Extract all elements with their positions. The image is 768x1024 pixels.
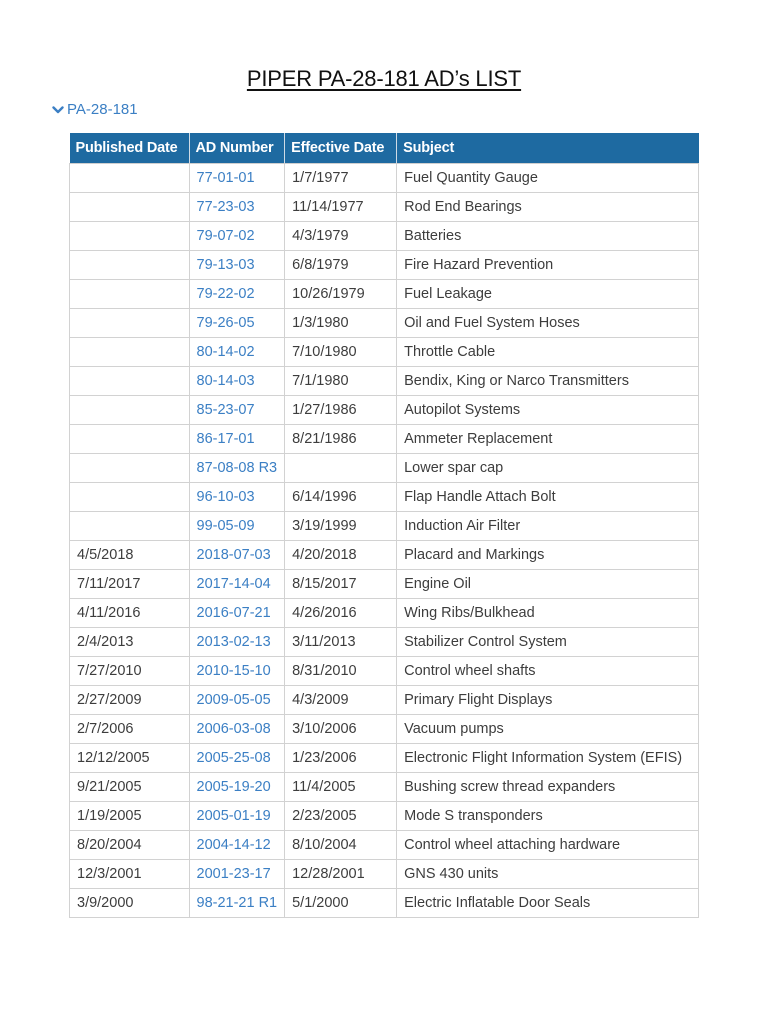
ad-number-link[interactable]: 79-07-02 (189, 222, 285, 251)
subject-cell: Placard and Markings (397, 541, 699, 570)
table-row (70, 802, 699, 831)
effective-date-cell: 11/4/2005 (285, 773, 397, 802)
subject-cell: Stabilizer Control System (397, 628, 699, 657)
effective-date-cell: 8/21/1986 (285, 425, 397, 454)
ad-number-link[interactable]: 80-14-03 (189, 367, 285, 396)
effective-date-cell: 3/11/2013 (285, 628, 397, 657)
published-date-cell (70, 454, 190, 483)
ad-number-link[interactable]: 2005-25-08 (189, 744, 285, 773)
ad-number-link[interactable]: 80-14-02 (189, 338, 285, 367)
ad-number-link[interactable]: 2006-03-08 (189, 715, 285, 744)
subject-cell: Oil and Fuel System Hoses (397, 309, 699, 338)
subject-cell: Rod End Bearings (397, 193, 699, 222)
subject-cell: Fuel Quantity Gauge (397, 164, 699, 193)
table-row (70, 483, 699, 512)
ad-number-link[interactable]: 79-22-02 (189, 280, 285, 309)
published-date-cell: 4/5/2018 (70, 541, 190, 570)
section-toggle-pa-28-181[interactable] (52, 101, 138, 118)
table-row (70, 454, 699, 483)
table-row (70, 309, 699, 338)
subject-cell: Primary Flight Displays (397, 686, 699, 715)
subject-cell: Bendix, King or Narco Transmitters (397, 367, 699, 396)
ad-number-link[interactable]: 87-08-08 R3 (189, 454, 285, 483)
published-date-cell (70, 367, 190, 396)
table-row (70, 715, 699, 744)
ad-number-link[interactable]: 77-23-03 (189, 193, 285, 222)
ad-number-link[interactable]: 2018-07-03 (189, 541, 285, 570)
published-date-cell (70, 309, 190, 338)
effective-date-cell: 6/14/1996 (285, 483, 397, 512)
published-date-cell: 12/3/2001 (70, 860, 190, 889)
table-row (70, 541, 699, 570)
ad-number-link[interactable]: 2016-07-21 (189, 599, 285, 628)
effective-date-cell: 1/7/1977 (285, 164, 397, 193)
effective-date-cell: 8/15/2017 (285, 570, 397, 599)
subject-cell: Bushing screw thread expanders (397, 773, 699, 802)
table-row (70, 860, 699, 889)
ad-number-link[interactable]: 79-26-05 (189, 309, 285, 338)
table-row (70, 164, 699, 193)
effective-date-cell: 5/1/2000 (285, 889, 397, 918)
published-date-cell (70, 251, 190, 280)
effective-date-cell: 6/8/1979 (285, 251, 397, 280)
column-header-ad-number: AD Number (189, 133, 285, 164)
subject-cell: Control wheel attaching hardware (397, 831, 699, 860)
published-date-cell: 1/19/2005 (70, 802, 190, 831)
effective-date-cell: 1/3/1980 (285, 309, 397, 338)
table-header-row (70, 133, 699, 164)
effective-date-cell: 4/3/2009 (285, 686, 397, 715)
table-row (70, 222, 699, 251)
ad-table (69, 133, 699, 918)
subject-cell: Electronic Flight Information System (EFIS) (397, 744, 699, 773)
ad-number-link[interactable]: 98-21-21 R1 (189, 889, 285, 918)
ad-number-link[interactable]: 2010-15-10 (189, 657, 285, 686)
effective-date-cell: 4/20/2018 (285, 541, 397, 570)
ad-number-link[interactable]: 77-01-01 (189, 164, 285, 193)
subject-cell: Ammeter Replacement (397, 425, 699, 454)
effective-date-cell: 7/1/1980 (285, 367, 397, 396)
subject-cell: Autopilot Systems (397, 396, 699, 425)
ad-number-link[interactable]: 85-23-07 (189, 396, 285, 425)
effective-date-cell: 11/14/1977 (285, 193, 397, 222)
subject-cell: Wing Ribs/Bulkhead (397, 599, 699, 628)
subject-cell: Electric Inflatable Door Seals (397, 889, 699, 918)
table-row (70, 193, 699, 222)
subject-cell: Control wheel shafts (397, 657, 699, 686)
table-row (70, 686, 699, 715)
table-row (70, 570, 699, 599)
subject-cell: Fuel Leakage (397, 280, 699, 309)
effective-date-cell: 8/10/2004 (285, 831, 397, 860)
table-row (70, 512, 699, 541)
effective-date-cell: 8/31/2010 (285, 657, 397, 686)
section-label: PA-28-181 (67, 101, 138, 118)
ad-number-link[interactable]: 2005-19-20 (189, 773, 285, 802)
column-header-subject: Subject (397, 133, 699, 164)
ad-number-link[interactable]: 2005-01-19 (189, 802, 285, 831)
ad-number-link[interactable]: 2004-14-12 (189, 831, 285, 860)
table-row (70, 889, 699, 918)
published-date-cell: 12/12/2005 (70, 744, 190, 773)
subject-cell: Engine Oil (397, 570, 699, 599)
subject-cell: Induction Air Filter (397, 512, 699, 541)
published-date-cell: 8/20/2004 (70, 831, 190, 860)
published-date-cell (70, 512, 190, 541)
subject-cell: Batteries (397, 222, 699, 251)
subject-cell: Vacuum pumps (397, 715, 699, 744)
table-row (70, 425, 699, 454)
published-date-cell: 2/4/2013 (70, 628, 190, 657)
table-body (70, 164, 699, 918)
published-date-cell: 9/21/2005 (70, 773, 190, 802)
published-date-cell (70, 164, 190, 193)
published-date-cell: 3/9/2000 (70, 889, 190, 918)
column-header-effective-date: Effective Date (285, 133, 397, 164)
table-row (70, 396, 699, 425)
subject-cell: Lower spar cap (397, 454, 699, 483)
ad-number-link[interactable]: 2013-02-13 (189, 628, 285, 657)
table-row (70, 657, 699, 686)
published-date-cell: 4/11/2016 (70, 599, 190, 628)
published-date-cell (70, 425, 190, 454)
subject-cell: Mode S transponders (397, 802, 699, 831)
published-date-cell (70, 396, 190, 425)
effective-date-cell: 4/3/1979 (285, 222, 397, 251)
effective-date-cell: 2/23/2005 (285, 802, 397, 831)
subject-cell: Throttle Cable (397, 338, 699, 367)
effective-date-cell: 1/27/1986 (285, 396, 397, 425)
table-row (70, 251, 699, 280)
table-row (70, 744, 699, 773)
effective-date-cell: 1/23/2006 (285, 744, 397, 773)
ad-number-link[interactable]: 2017-14-04 (189, 570, 285, 599)
published-date-cell (70, 222, 190, 251)
published-date-cell (70, 483, 190, 512)
column-header-published-date: Published Date (70, 133, 190, 164)
effective-date-cell: 12/28/2001 (285, 860, 397, 889)
table-row (70, 628, 699, 657)
subject-cell: GNS 430 units (397, 860, 699, 889)
table-row (70, 367, 699, 396)
table-row (70, 280, 699, 309)
ad-number-link[interactable]: 2001-23-17 (189, 860, 285, 889)
effective-date-cell (285, 454, 397, 483)
published-date-cell: 7/27/2010 (70, 657, 190, 686)
effective-date-cell: 10/26/1979 (285, 280, 397, 309)
subject-cell: Flap Handle Attach Bolt (397, 483, 699, 512)
ad-number-link[interactable]: 96-10-03 (189, 483, 285, 512)
effective-date-cell: 4/26/2016 (285, 599, 397, 628)
subject-cell: Fire Hazard Prevention (397, 251, 699, 280)
chevron-down-icon (52, 105, 64, 115)
published-date-cell (70, 280, 190, 309)
table-row (70, 338, 699, 367)
table-row (70, 599, 699, 628)
effective-date-cell: 7/10/1980 (285, 338, 397, 367)
published-date-cell (70, 193, 190, 222)
effective-date-cell: 3/10/2006 (285, 715, 397, 744)
table-row (70, 773, 699, 802)
ad-number-link[interactable]: 86-17-01 (189, 425, 285, 454)
table-row (70, 831, 699, 860)
published-date-cell: 2/7/2006 (70, 715, 190, 744)
published-date-cell: 2/27/2009 (70, 686, 190, 715)
document-title: PIPER PA-28-181 AD’s LIST (246, 66, 522, 91)
ad-number-link[interactable]: 2009-05-05 (189, 686, 285, 715)
ad-number-link[interactable]: 79-13-03 (189, 251, 285, 280)
published-date-cell (70, 338, 190, 367)
ad-number-link[interactable]: 99-05-09 (189, 512, 285, 541)
effective-date-cell: 3/19/1999 (285, 512, 397, 541)
published-date-cell: 7/11/2017 (70, 570, 190, 599)
